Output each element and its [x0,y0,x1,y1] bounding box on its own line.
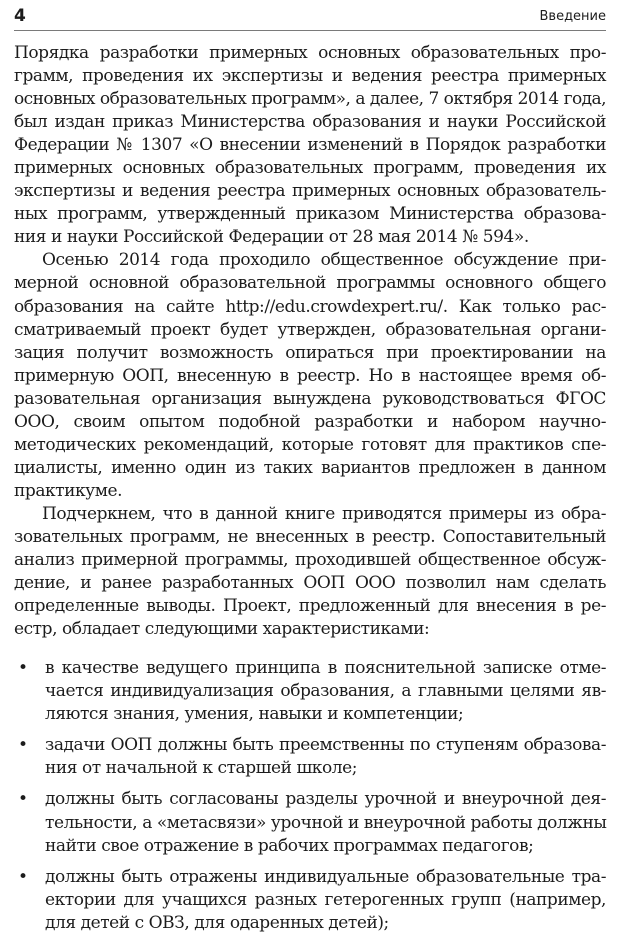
bullet-marker: • [18,658,28,679]
page-number: 4 [14,6,26,26]
body-text [14,42,606,935]
text-line: в качестве ведущего принципа в пояснительной записке отме- [45,658,606,679]
text-line: для детей с ОВЗ, для одаренных детей); [45,912,389,933]
text-line: Осенью 2014 года проходило общественное обсуждение при- [42,250,606,271]
text-line: разовательная организация вынуждена руководствоваться ФГОС [14,388,606,409]
text-line: ляются знания, умения, навыки и компетенции; [45,704,464,725]
text-line: был издан приказ Министерства образования и науки Российской [14,112,606,133]
text-line: зовательных программ, не внесенных в реестр. Сопоставительный [14,526,606,547]
characteristics-list [14,657,606,935]
list-item [14,657,606,726]
bullet-marker: • [18,735,28,756]
text-line: должны быть согласованы разделы урочной и внеурочной дея- [45,789,606,810]
text-line: зация получит возможность опираться при проектировании на [14,342,606,363]
running-header [14,4,606,31]
text-line: определенные выводы. Проект, предложенный для внесения в ре- [14,596,606,617]
text-line: экспертизы и ведения реестра примерных основных образователь- [14,181,606,202]
text-line: анализ примерной программы, проходившей общественное обсуж- [14,550,606,571]
list-item [14,866,606,935]
text-line: образования на сайте http://edu.crowdexpert.ru/. Как только рас- [14,296,606,317]
text-line: дение, и ранее разработанных ООП ООО позволил нам сделать [14,573,606,594]
text-line: естр, обладает следующими характеристиками: [14,619,430,640]
bullet-marker: • [18,866,28,887]
text-line: тельности, а «метасвязи» урочной и внеурочной работы должны [45,812,607,833]
text-line: сматриваемый проект будет утвержден, образовательная органи- [14,319,606,340]
text-line: грамм, проведения их экспертизы и ведения реестра примерных [14,66,606,87]
list-item [14,788,606,857]
text-line: примерную ООП, внесенную в реестр. Но в настоящее время об- [14,365,606,386]
text-line: циалисты, именно один из таких вариантов предложен в данном [14,457,606,478]
bullet-marker: • [18,789,28,810]
paragraph-public-discussion [14,249,606,503]
text-line: методических рекомендаций, которые готовят для практиков спе- [14,434,606,455]
text-line: практикуме. [14,480,123,501]
text-line: найти свое отражение в рабочих программах педагогов; [45,835,534,856]
text-line: Подчеркнем, что в данной книге приводятся примеры из обра- [42,503,606,524]
text-line: ектории для учащихся разных гетерогенных групп (например, [45,889,606,910]
paragraph-comparative-analysis [14,503,606,641]
section-title: Введение [539,9,606,24]
text-line: Федерации № 1307 «О внесении изменений в Порядок разработки [14,135,606,156]
text-line: ния и науки Российской Федерации от 28 мая 2014 № 594». [14,227,529,248]
text-line: Порядка разработки примерных основных образовательных про- [14,43,606,63]
text-line: основных образовательных программ», а далее, 7 октября 2014 года, [14,89,606,110]
text-line: ных программ, утвержденный приказом Министерства образова- [14,204,606,225]
text-line: мерной основной образовательной программы основного общего [14,273,606,294]
text-line: ния от начальной к старшей школе; [45,758,358,779]
paragraph-order-continuation [14,42,606,249]
list-item [14,734,606,780]
text-line: должны быть отражены индивидуальные образовательные тра- [45,866,606,887]
text-line: примерных основных образовательных программ, проведения их [14,158,606,179]
text-line: чается индивидуализация образования, а главными целями яв- [45,681,606,702]
text-line: ООО, своим опытом подобной разработки и набором научно- [14,411,606,432]
text-line: задачи ООП должны быть преемственны по ступеням образова- [45,735,606,756]
